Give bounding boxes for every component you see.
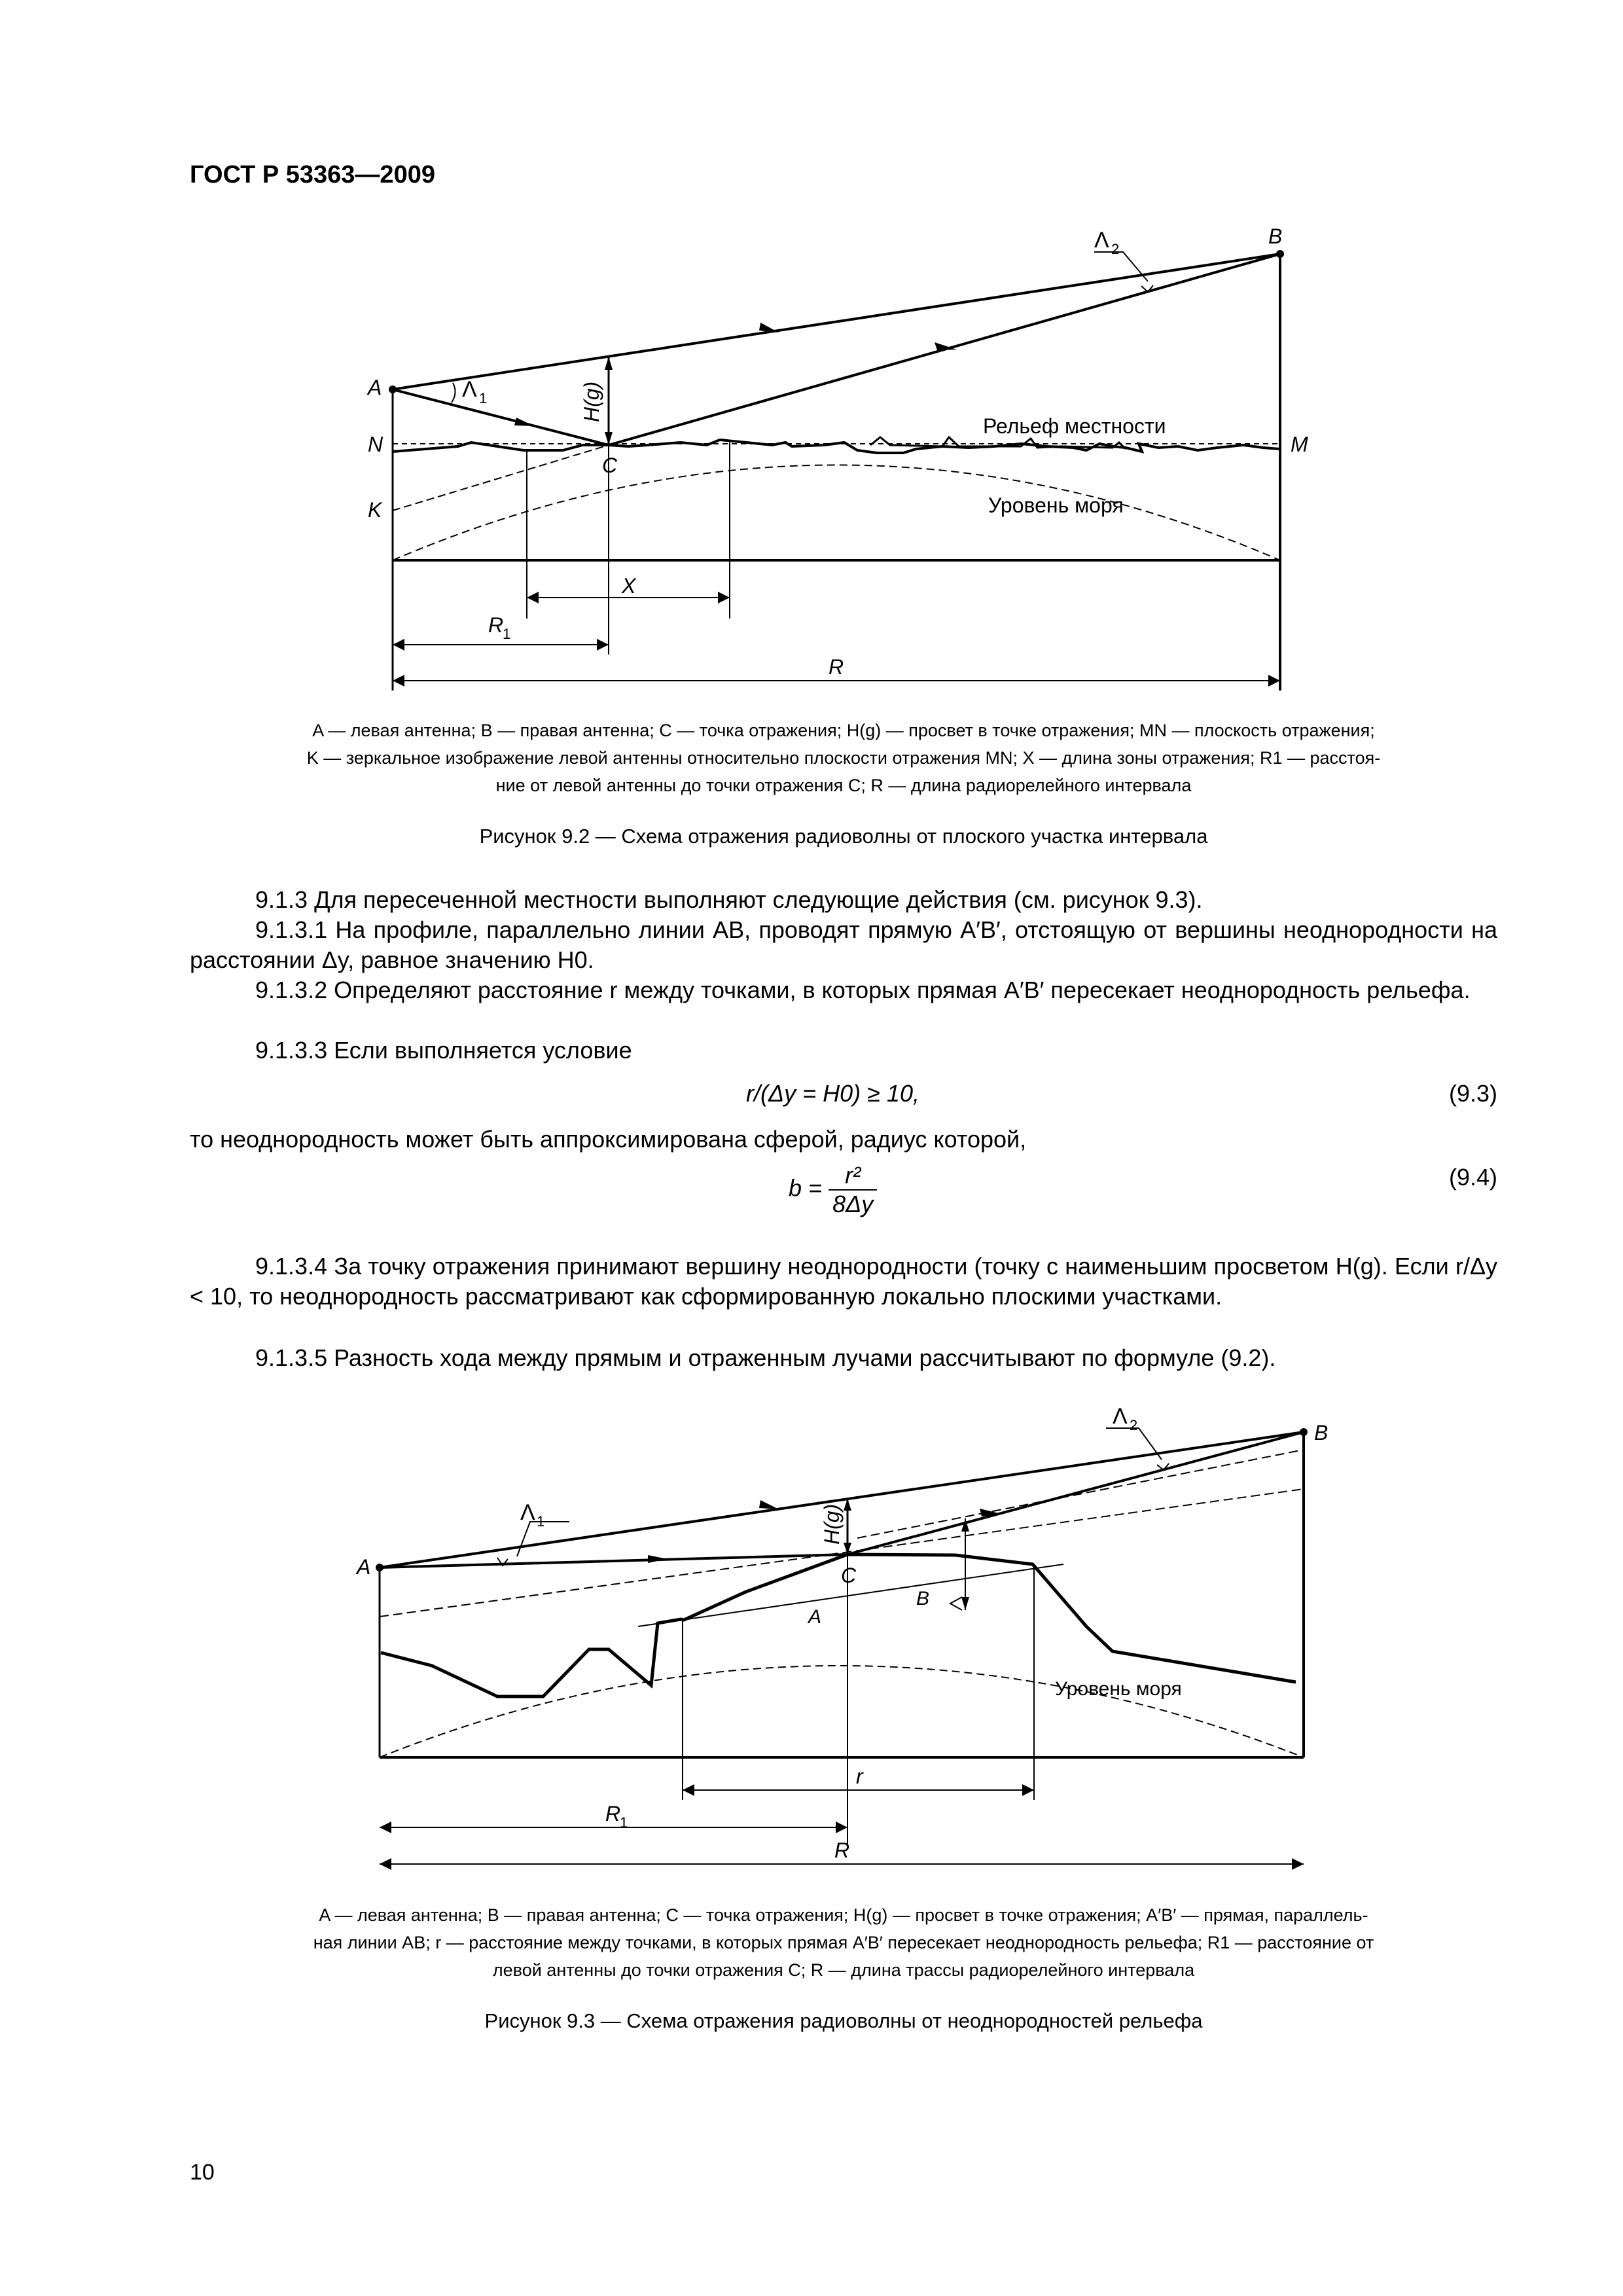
label-r-small: r <box>856 1765 863 1788</box>
equation-9-3: r/(Δy = H0) ≥ 10, <box>746 1080 919 1107</box>
label-r1-sub: 1 <box>503 626 511 642</box>
label-hg: H(g) <box>580 381 603 422</box>
label-lambda1-sub: 1 <box>537 1513 545 1530</box>
legend-line: ная линии AB; r — расстояние между точками, в которых прямая A′B′ пересекает неоднородность рельефа; R1 — расстояние от <box>313 1933 1374 1952</box>
label-n: N <box>368 433 383 456</box>
label-r1-sub: 1 <box>620 1814 628 1831</box>
label-c: C <box>841 1564 857 1587</box>
figure-9-3-caption: Рисунок 9.3 — Схема отражения радиоволны от неоднородностей рельефа <box>484 2009 1203 2032</box>
label-lambda1-sub: 1 <box>479 390 488 406</box>
paragraph-9-1-3-2: 9.1.3.2 Определяют расстояние r между точками, в которых прямая A′B′ пересекает неоднородность рельефа. <box>255 977 1471 1003</box>
label-relief: Рельеф местности <box>983 414 1166 438</box>
page-number: 10 <box>190 2160 215 2185</box>
label-k: K <box>368 498 382 522</box>
label-lambda1: Λ <box>520 1500 535 1525</box>
fraction-denominator: 8Δy <box>832 1191 874 1217</box>
paragraph-9-1-3-3: 9.1.3.3 Если выполняется условие <box>255 1037 632 1064</box>
label-m: M <box>1291 433 1308 456</box>
label-hg: H(g) <box>820 1503 844 1545</box>
label-lambda2: Λ <box>1094 228 1109 253</box>
equation-number: (9.3) <box>1448 1080 1497 1107</box>
label-r1: R <box>605 1802 621 1825</box>
label-lambda2-sub: 2 <box>1130 1417 1138 1433</box>
label-a: A <box>368 376 382 399</box>
fraction-numerator: r² <box>829 1162 877 1191</box>
label-r1: R <box>488 613 504 637</box>
label-sea-level: Уровень моря <box>1055 1678 1182 1700</box>
legend-line: A — левая антенна; B — правая антенна; C — точка отражения; H(g) — просвет в точке отражения; A′B′ — прямая, параллель- <box>319 1905 1368 1925</box>
equation-number: (9.4) <box>1448 1164 1497 1191</box>
label-r: R <box>834 1839 850 1862</box>
label-lambda2: Λ <box>1113 1404 1128 1429</box>
label-b: B <box>1314 1421 1329 1444</box>
figure-9-2-caption: Рисунок 9.2 — Схема отражения радиоволны от плоского участка интервала <box>479 825 1208 848</box>
label-a-prime: A <box>808 1606 822 1628</box>
paragraph-sphere: то неоднородность может быть аппроксимирована сферой, радиус которой, <box>190 1126 1027 1153</box>
label-lambda1: Λ <box>462 377 477 402</box>
legend-line: ние от левой антенны до точки отражения C; R — длина радиорелейного интервала <box>495 776 1192 795</box>
paragraph-9-1-3-5: 9.1.3.5 Разность хода между прямым и отраженным лучами рассчитывают по формуле (9.2). <box>255 1344 1276 1371</box>
label-r: R <box>829 655 844 679</box>
legend-line: левой антенны до точки отражения C; R — длина трассы радиорелейного интервала <box>492 1960 1195 1980</box>
label-b: B <box>1268 224 1283 248</box>
eq-lhs: b = <box>789 1174 823 1202</box>
page-header: ГОСТ Р 53363—2009 <box>190 161 435 188</box>
label-lambda2-sub: 2 <box>1111 241 1120 257</box>
label-x: X <box>622 574 636 598</box>
legend-line: A — левая антенна; B — правая антенна; C — точка отражения; H(g) — просвет в точке отражения; MN — плоскость отражения; <box>312 721 1375 740</box>
legend-line: K — зеркальное изображение левой антенны относительно плоскости отражения MN; X — длина зоны отражения; R1 — расстоя- <box>306 748 1381 768</box>
label-sea-level: Уровень моря <box>988 493 1124 517</box>
label-b-prime: B <box>916 1588 930 1609</box>
figure-9-3-legend <box>190 1901 1497 1984</box>
paragraph-9-1-3-4: 9.1.3.4 За точку отражения принимают вершину неоднородности (точку с наименьшим просветом H(g). Если r/Δy < 10, то неоднородность рассматривают как сформированную локально плоскими участками. <box>190 1253 1497 1310</box>
label-a: A <box>357 1555 371 1579</box>
label-c: C <box>602 454 618 477</box>
paragraph-9-1-3-1: 9.1.3.1 На профиле, параллельно линии AB, проводят прямую A′B′, отстоящую от вершины неоднородности на расстоянии Δy, равное значению H0. <box>190 916 1497 973</box>
paragraph-9-1-3: 9.1.3 Для пересеченной местности выполняют следующие действия (см. рисунок 9.3). <box>255 886 1203 913</box>
